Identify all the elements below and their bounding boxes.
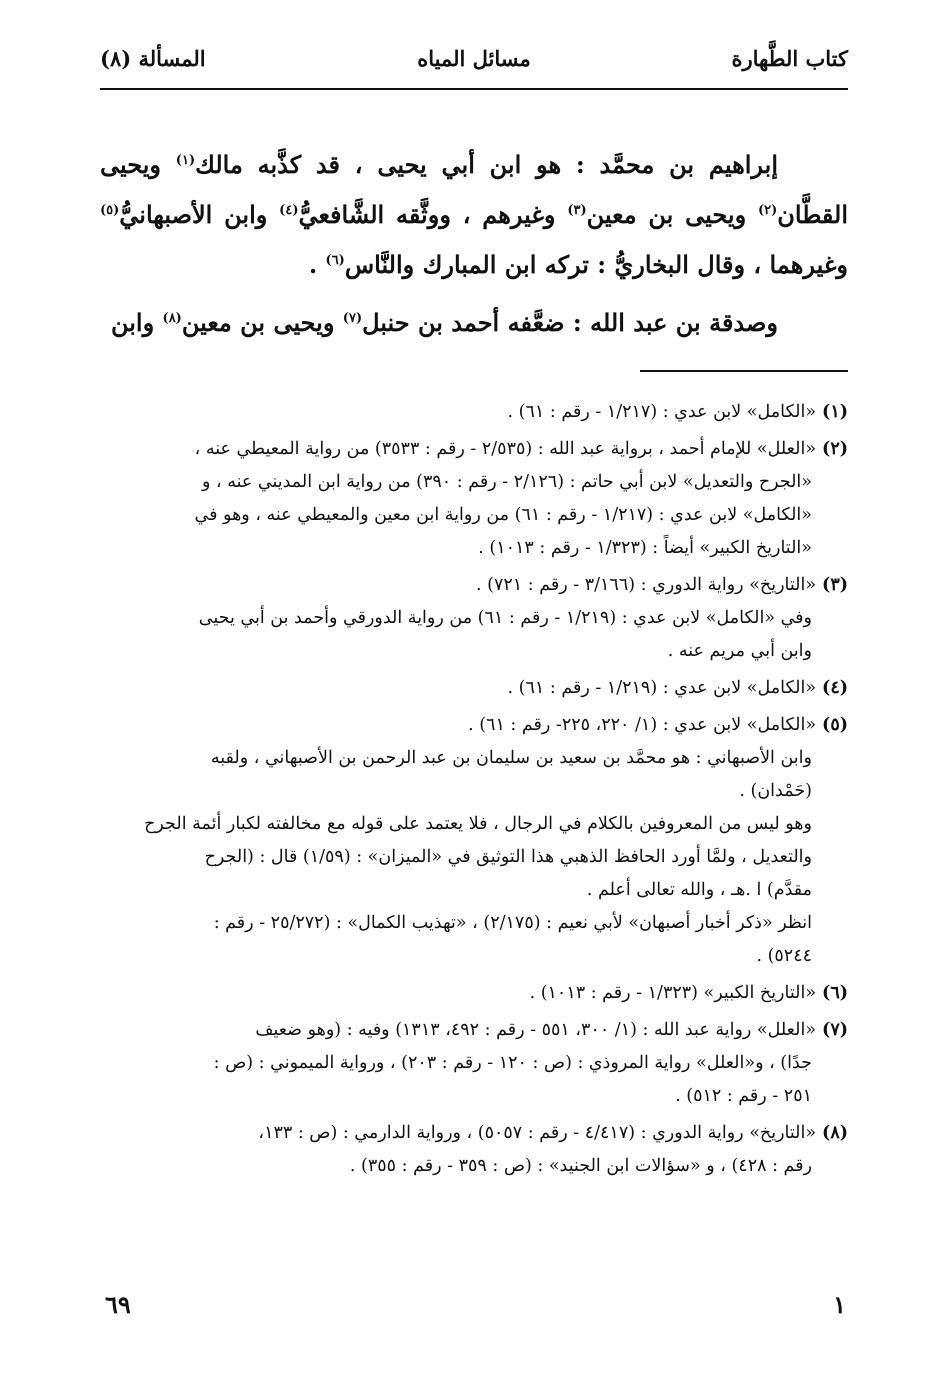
- header-chapter-title: مسائل المياه: [417, 46, 531, 71]
- footnote-text: «التاريخ الكبير» (١/٣٢٣ - رقم : ١٠١٣) .: [529, 983, 817, 1003]
- page-number: ٦٩: [105, 1290, 131, 1319]
- footnote-number: (٦): [822, 983, 848, 1003]
- footnote-text: «العلل» رواية عبد الله : (١/ ٣٠٠، ٥٥١ - رقم : ٤٩٢، ١٣١٣) وفيه : (وهو ضعيف: [255, 1020, 817, 1040]
- footnote-text: مقدَّم) ا .هـ ، والله تعالى أعلم .: [586, 880, 812, 900]
- footnote-line: [100, 709, 848, 742]
- footnote-text: جدًا) ، و«العلل» رواية المروذي : (ص : ١٢٠ - رقم : ٢٠٣) ، ورواية الميموني : (ص :: [213, 1053, 812, 1073]
- footnote-text: «التاريخ» رواية الدوري : (٣/١٦٦ - رقم : ٧٢١) .: [476, 575, 817, 595]
- footnote-text: ٥٢٤٤) .: [756, 946, 812, 966]
- footnote-text: ٢٥١ - رقم : ٥١٢) .: [675, 1086, 812, 1106]
- footnote-text: «التاريخ» رواية الدوري : (٤/٤١٧ - رقم : ٥٠٥٧) ، ورواية الدارمي : (ص : ١٣٣،: [258, 1123, 817, 1143]
- footnote-line: [100, 569, 848, 602]
- footnote-line: [100, 1150, 848, 1183]
- footnote-text: رقم : ٤٢٨) ، و «سؤالات ابن الجنيد» : (ص : ٣٥٩ - رقم : ٣٥٥) .: [349, 1156, 812, 1176]
- footnote-line: [100, 672, 848, 705]
- footnote-line: [100, 1117, 848, 1150]
- footnote-number: (٢): [822, 439, 848, 459]
- paragraph-sadaqa: وصدقة بن عبد الله : ضعَّفه أحمد بن حنبل$^{(٧)}$ ويحيى بن معين$^{(٨)}$ وابن: [110, 308, 778, 337]
- footnote-ref[interactable]: (٢): [757, 203, 778, 218]
- footnote-ref[interactable]: (٣): [567, 203, 587, 218]
- footnote-text: وفي «الكامل» لابن عدي : (١/٢١٩ - رقم : ٦١) من رواية الدورقي وأحمد بن أبي يحيى: [198, 608, 812, 628]
- footnote-item: [100, 672, 848, 705]
- header-issue-number: المسألة (٨): [100, 46, 206, 71]
- footnote-text: «التاريخ الكبير» أيضاً : (١/٣٢٣ - رقم : ١٠١٣) .: [478, 538, 812, 558]
- footnote-text: والتعديل ، ولمَّا أورد الحافظ الذهبي هذا التوثيق في «الميزان» : (١/٥٩) قال : (الجرح: [204, 847, 812, 867]
- footnote-text: وابن الأصبهاني : هو محمَّد بن سعيد بن سليمان بن عبد الرحمن بن الأصبهاني ، ولقبه: [210, 748, 812, 768]
- footnotes: [100, 396, 848, 1187]
- footnote-line: [100, 841, 848, 874]
- footnote-number: (٥): [822, 715, 848, 735]
- footnote-divider: [640, 370, 848, 372]
- footnote-item: [100, 1014, 848, 1113]
- footnote-line: [100, 499, 848, 532]
- footnote-text: وهو ليس من المعروفين بالكلام في الرجال ، فلا يعتمد على قوله مع مخالفته لكبار أئمة الجرح: [144, 814, 812, 834]
- footnote-text: «الجرح والتعديل» لابن أبي حاتم : (٢/١٢٦ - رقم : ٣٩٠) من رواية ابن المديني عنه ، و: [201, 472, 812, 492]
- signature-mark: ١: [833, 1290, 846, 1319]
- footnote-item: [100, 977, 848, 1010]
- footnote-line: [100, 396, 848, 429]
- footnote-text: انظر «ذكر أخبار أصبهان» لأبي نعيم : (٢/١٧٥) ، «تهذيب الكمال» : (٢٥/٢٧٢ - رقم :: [213, 913, 812, 933]
- footnote-ref[interactable]: (٧): [342, 311, 363, 326]
- footnote-line: [100, 907, 848, 940]
- footnote-item: [100, 433, 848, 565]
- paragraph-ibrahim: إبراهيم بن محمَّد : هو ابن أبي يحيى ، قد كذَّبه مالك$^{(١)}$ ويحيى القطَّان$^{(٢)}$ ويحيى بن معين$^{(٣)}$ وغيرهم ، ووثَّقه الشَّافعيُّ$^{(٤)}$ وابن الأصبهانيُّ$^{(٥)}$ وغيرهما ، وقال البخاريُّ : تركه ابن المبارك والنَّاس$^{(٦)}$ .: [100, 150, 849, 279]
- footnote-number: (٣): [822, 575, 848, 595]
- footnote-ref[interactable]: (٤): [279, 203, 299, 218]
- footnote-number: (٨): [822, 1123, 848, 1143]
- footnote-text: «الكامل» لابن عدي : (١/ ٢٢٠، ٢٢٥- رقم : ٦١) .: [468, 715, 817, 735]
- footnote-ref[interactable]: (٦): [325, 253, 345, 268]
- footnote-item: [100, 569, 848, 668]
- footnote-line: [100, 977, 848, 1010]
- footnote-item: [100, 1117, 848, 1183]
- footnote-line: [100, 1047, 848, 1080]
- footnote-text: وابن أبي مريم عنه .: [667, 641, 812, 661]
- footnote-item: [100, 709, 848, 973]
- footnote-text: «الكامل» لابن عدي : (١/٢١٩ - رقم : ٦١) .: [507, 678, 817, 698]
- footnote-text: (حَمْدان) .: [739, 781, 812, 801]
- footnote-line: [100, 433, 848, 466]
- footnote-line: [100, 775, 848, 808]
- header-book-title: كتاب الطَّهارة: [731, 46, 848, 71]
- running-header: [100, 40, 848, 80]
- footnote-line: [100, 466, 848, 499]
- footnote-line: [100, 1014, 848, 1047]
- footnote-line: [100, 808, 848, 841]
- footnote-line: [100, 742, 848, 775]
- footnote-line: [100, 1080, 848, 1113]
- footnote-number: (١): [822, 402, 848, 422]
- footnote-item: [100, 396, 848, 429]
- footnote-line: [100, 635, 848, 668]
- footnote-number: (٤): [822, 678, 848, 698]
- footnote-line: [100, 532, 848, 565]
- main-text: [100, 140, 848, 356]
- footnote-text: «الكامل» لابن عدي : (١/٢١٧ - رقم : ٦١) .: [507, 402, 817, 422]
- header-divider: [100, 88, 848, 90]
- footnote-ref[interactable]: (٥): [100, 203, 120, 218]
- footnote-ref[interactable]: (٨): [162, 311, 182, 326]
- footnote-ref[interactable]: (١): [175, 153, 196, 168]
- footnote-text: «العلل» للإمام أحمد ، برواية عبد الله : (٢/٥٣٥ - رقم : ٣٥٣٣) من رواية المعيطي عنه ،: [194, 439, 817, 459]
- footnote-number: (٧): [822, 1020, 848, 1040]
- footnote-text: «الكامل» لابن عدي : (١/٢١٧ - رقم : ٦١) من رواية ابن معين والمعيطي عنه ، وهو في: [194, 505, 812, 525]
- footnote-line: [100, 940, 848, 973]
- footnote-line: [100, 874, 848, 907]
- footnote-line: [100, 602, 848, 635]
